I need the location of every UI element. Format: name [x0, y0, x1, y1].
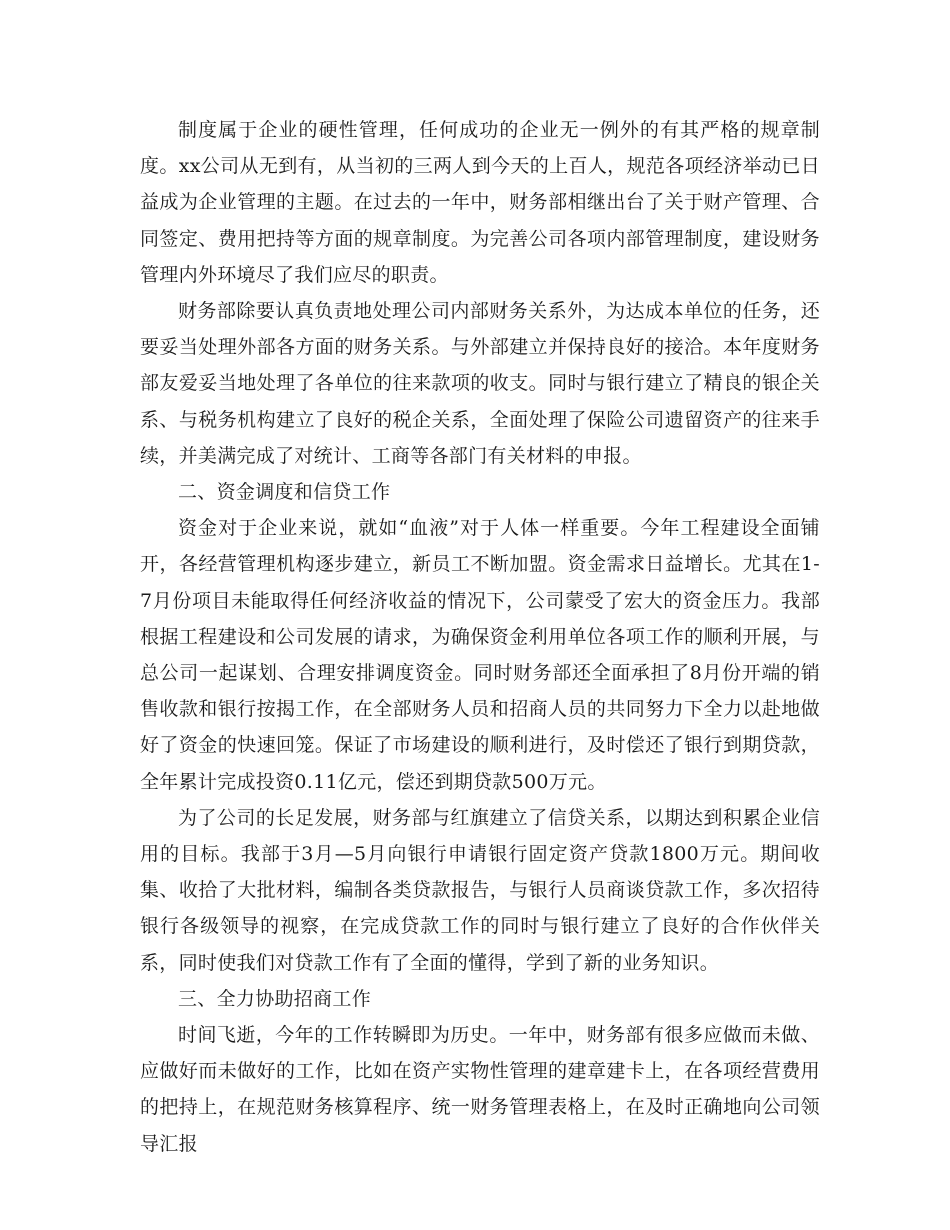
- paragraph-funding: 资金对于企业来说，就如“血液”对于人体一样重要。今年工程建设全面铺开，各经营管理机构逐步建立，新员工不断加盟。资金需求日益增长。尤其在1-7月份项目未能取得任何经济收益的情况下，公司蒙受了宏大的资金压力。我部根据工程建设和公司发展的请求，为确保资金利用单位各项工作的顺利开展，与总公司一起谋划、合理安排调度资金。同时财务部还全面承担了8月份开端的销售收款和银行按揭工作，在全部财务人员和招商人员的共同努力下全力以赴地做好了资金的快速回笼。保证了市场建设的顺利进行，及时偿还了银行到期贷款，全年累计完成投资0.11亿元，偿还到期贷款500万元。: [140, 517, 820, 793]
- paragraph-credit: 为了公司的长足发展，财务部与红旗建立了信贷关系，以期达到积累企业信用的目标。我部于3月—5月向银行申请银行固定资产贷款1800万元。期间收集、收拾了大批材料，编制各类贷款报告，与银行人员商谈贷款工作，多次招待银行各级领导的视察，在完成贷款工作的同时与银行建立了良好的合作伙伴关系，同时使我们对贷款工作有了全面的懂得，学到了新的业务知识。: [140, 806, 820, 974]
- paragraph-regulations: 制度属于企业的硬性管理，任何成功的企业无一例外的有其严格的规章制度。xx公司从无到有，从当初的三两人到今天的上百人，规范各项经济举动已日益成为企业管理的主题。在过去的一年中，财务部相继出台了关于财产管理、合同签定、费用把持等方面的规章制度。为完善公司各项内部管理制度，建设财务管理内外环境尽了我们应尽的职责。: [140, 119, 820, 286]
- paragraph-review: 时间飞逝，今年的工作转瞬即为历史。一年中，财务部有很多应做而未做、应做好而未做好的工作，比如在资产实物性管理的建章建卡上，在各项经营费用的把持上，在规范财务核算程序、统一财务管理表格上，在及时正确地向公司领导汇报: [140, 1024, 820, 1155]
- paragraph-external-relations: 财务部除要认真负责地处理公司内部财务关系外，为达成本单位的任务，还要妥当处理外部各方面的财务关系。与外部建立并保持良好的接洽。本年度财务部友爱妥当地处理了各单位的往来款项的收支。同时与银行建立了精良的银企关系、与税务机构建立了良好的税企关系，全面处理了保险公司遗留资产的往来手续，并美满完成了对统计、工商等各部门有关材料的申报。: [140, 300, 820, 467]
- section-heading-investment: 三、全力协助招商工作: [178, 987, 372, 1010]
- section-heading-funding: 二、资金调度和信贷工作: [178, 481, 391, 504]
- document-page: [140, 112, 820, 1162]
